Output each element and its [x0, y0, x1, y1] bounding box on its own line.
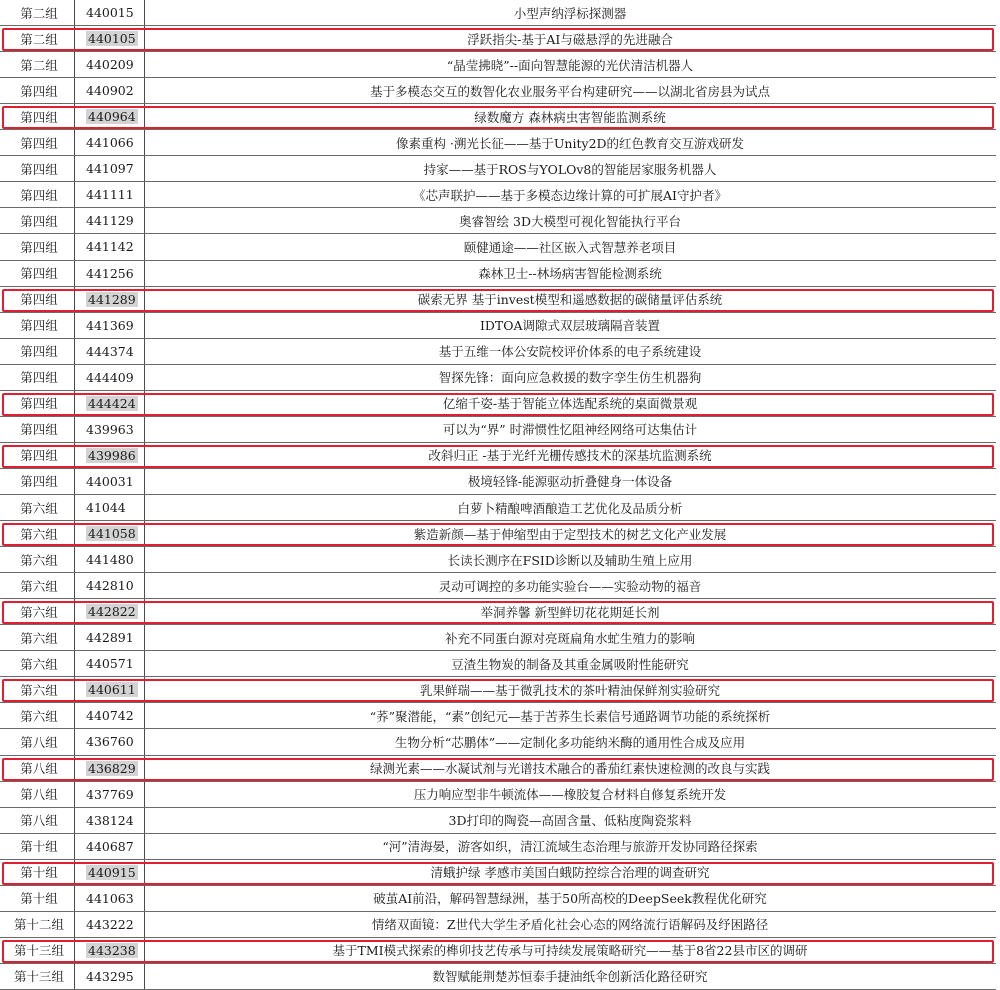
table-row [0, 677, 996, 703]
column-divider [74, 156, 75, 181]
id-cell [80, 703, 142, 728]
id-cell [80, 625, 142, 650]
id-cell [80, 651, 142, 676]
id-cell [80, 365, 142, 390]
column-divider [144, 130, 145, 155]
group-cell: 第六组 [20, 552, 58, 568]
column-divider [74, 521, 75, 546]
project-id: 441111 [86, 187, 134, 203]
title-cell: 持家——基于ROS与YOLOv8的智能居家服务机器人 [423, 161, 717, 177]
table-row [0, 886, 996, 912]
title-cell: 基于五维一体公安院校评价体系的电子系统建设 [438, 344, 702, 360]
column-divider [74, 938, 75, 963]
title-cell: 智探先锋：面向应急救援的数字孪生仿生机器狗 [438, 370, 702, 386]
project-id: 441369 [86, 317, 134, 333]
group-cell: 第六组 [20, 578, 58, 594]
project-id: 441058 [88, 526, 136, 542]
title-cell: 小型声纳浮标探测器 [513, 5, 627, 21]
table-row [0, 938, 996, 964]
column-divider [74, 443, 75, 468]
group-cell: 第四组 [20, 474, 58, 490]
group-cell: 第四组 [20, 292, 58, 308]
group-cell: 第六组 [20, 682, 58, 698]
column-divider [144, 26, 145, 51]
table-row [0, 495, 996, 521]
column-divider [144, 756, 145, 781]
title-cell: 补充不同蛋白源对亮斑扁角水虻生殖力的影响 [444, 630, 695, 646]
column-divider [144, 964, 145, 989]
table-row [0, 287, 996, 313]
project-id: 440902 [86, 83, 134, 99]
project-id: 41044 [86, 500, 126, 516]
column-divider [144, 625, 145, 650]
project-id: 442822 [88, 604, 136, 620]
table-row [0, 964, 996, 990]
title-cell: 极境轻锋-能源驱动折叠健身一体设备 [467, 474, 673, 490]
id-cell [80, 156, 142, 181]
title-cell: 基于多模态交互的数智化农业服务平台构建研究——以湖北省房县为试点 [369, 83, 770, 99]
column-divider [74, 26, 75, 51]
project-id: 440964 [88, 109, 136, 125]
column-divider [74, 964, 75, 989]
column-divider [74, 573, 75, 598]
table-row [0, 391, 996, 417]
table-row [0, 156, 996, 182]
table-row [0, 208, 996, 234]
id-cell [80, 469, 142, 494]
title-cell: 灵动可调控的多功能实验台——实验动物的福音 [438, 578, 702, 594]
column-divider [144, 495, 145, 520]
column-divider [74, 130, 75, 155]
table-row [0, 521, 996, 547]
id-cell [80, 208, 142, 233]
table-row [0, 547, 996, 573]
project-id: 441480 [86, 552, 134, 568]
group-cell: 第六组 [20, 526, 58, 542]
title-cell: 长读长测序在FSID诊断以及辅助生殖上应用 [447, 552, 693, 568]
id-cell [80, 912, 142, 937]
group-cell: 第四组 [20, 448, 58, 464]
group-cell: 第十二组 [13, 917, 64, 933]
group-cell: 第四组 [20, 83, 58, 99]
column-divider [144, 573, 145, 598]
group-cell: 第四组 [20, 187, 58, 203]
column-divider [144, 287, 145, 312]
id-cell [80, 756, 142, 781]
id-cell [80, 130, 142, 155]
title-cell: 颐健通途——社区嵌入式智慧养老项目 [463, 239, 677, 255]
project-id: 440915 [88, 864, 136, 880]
project-id: 440742 [86, 708, 134, 724]
table-row [0, 573, 996, 599]
id-cell [80, 834, 142, 859]
id-cell [80, 964, 142, 989]
column-divider [74, 339, 75, 364]
column-divider [144, 52, 145, 77]
project-id: 440031 [86, 473, 134, 489]
column-divider [144, 808, 145, 833]
project-id: 439986 [88, 447, 136, 463]
group-cell: 第四组 [20, 344, 58, 360]
project-id: 439963 [86, 421, 134, 437]
column-divider [74, 365, 75, 390]
title-cell: 破茧AI前沿，解码智慧绿洲，基于50所高校的DeepSeek教程优化研究 [373, 891, 767, 907]
column-divider [144, 860, 145, 885]
project-id: 441066 [86, 135, 134, 151]
table-row [0, 365, 996, 391]
column-divider [144, 156, 145, 181]
column-divider [144, 339, 145, 364]
column-divider [74, 261, 75, 286]
id-cell [80, 808, 142, 833]
project-id: 443295 [86, 968, 134, 984]
column-divider [74, 834, 75, 859]
id-cell [80, 78, 142, 103]
title-cell: 数智赋能荆楚苏恒泰手捷油纸伞创新活化路径研究 [432, 969, 708, 985]
column-divider [144, 391, 145, 416]
table-row [0, 860, 996, 886]
id-cell [80, 0, 142, 25]
group-cell: 第四组 [20, 135, 58, 151]
project-id: 440105 [88, 31, 136, 47]
group-cell: 第四组 [20, 239, 58, 255]
column-divider [144, 651, 145, 676]
column-divider [74, 417, 75, 442]
id-cell [80, 182, 142, 207]
id-cell [80, 599, 142, 624]
group-cell: 第四组 [20, 318, 58, 334]
group-cell: 第二组 [20, 5, 58, 21]
table-row [0, 52, 996, 78]
column-divider [144, 834, 145, 859]
project-id: 436829 [88, 760, 136, 776]
project-id: 444424 [88, 395, 136, 411]
column-divider [144, 78, 145, 103]
column-divider [144, 677, 145, 702]
project-id: 441129 [86, 213, 134, 229]
project-id: 442891 [86, 630, 134, 646]
id-cell [80, 391, 142, 416]
title-cell: 亿缩千姿-基于智能立体选配系统的桌面微景观 [442, 396, 698, 412]
table-row [0, 651, 996, 677]
column-divider [74, 104, 75, 129]
project-id: 440687 [86, 838, 134, 854]
column-divider [144, 365, 145, 390]
id-cell [80, 313, 142, 338]
title-cell: 白萝卜精酿啤酒酿造工艺优化及品质分析 [457, 500, 683, 516]
project-id: 441256 [86, 265, 134, 281]
column-divider [74, 182, 75, 207]
title-cell: 压力响应型非牛顿流体——橡胶复合材料自修复系统开发 [413, 787, 727, 803]
table-row [0, 78, 996, 104]
title-cell: “河”清海晏，游客如织，清江流域生态治理与旅游开发协同路径探索 [382, 839, 758, 855]
title-cell: 清蛾护绿 孝感市美国白蛾防控综合治理的调查研究 [430, 865, 710, 881]
id-cell [80, 26, 142, 51]
group-cell: 第六组 [20, 604, 58, 620]
project-id: 440015 [86, 5, 134, 21]
group-cell: 第十三组 [13, 969, 64, 985]
id-cell [80, 287, 142, 312]
column-divider [144, 417, 145, 442]
table-row [0, 417, 996, 443]
group-cell: 第四组 [20, 213, 58, 229]
project-id: 441289 [88, 291, 136, 307]
group-cell: 第四组 [20, 396, 58, 412]
group-cell: 第四组 [20, 370, 58, 386]
project-id: 444409 [86, 369, 134, 385]
column-divider [144, 782, 145, 807]
column-divider [74, 756, 75, 781]
id-cell [80, 782, 142, 807]
column-divider [74, 495, 75, 520]
title-cell: 乳果鲜瑞——基于微乳技术的茶叶精油保鲜剂实验研究 [419, 682, 720, 698]
project-id: 438124 [86, 812, 134, 828]
column-divider [74, 208, 75, 233]
project-id: 437769 [86, 786, 134, 802]
group-cell: 第二组 [20, 57, 58, 73]
group-cell: 第八组 [20, 761, 58, 777]
column-divider [74, 234, 75, 259]
title-cell: 基于TMI模式探索的榫卯技艺传承与可持续发展策略研究——基于8省22县市区的调研 [332, 943, 808, 959]
project-id: 444374 [86, 343, 134, 359]
group-cell: 第四组 [20, 109, 58, 125]
title-cell: 豆渣生物炭的制备及其重金属吸附性能研究 [451, 656, 689, 672]
id-cell [80, 261, 142, 286]
column-divider [144, 547, 145, 572]
id-cell [80, 339, 142, 364]
column-divider [144, 729, 145, 754]
group-cell: 第八组 [20, 787, 58, 803]
id-cell [80, 417, 142, 442]
table-row [0, 313, 996, 339]
project-id: 440611 [88, 682, 136, 698]
column-divider [144, 261, 145, 286]
table-row [0, 912, 996, 938]
title-cell: “晶莹拂晓”--面向智慧能源的光伏清洁机器人 [446, 57, 694, 73]
column-divider [144, 234, 145, 259]
id-cell [80, 521, 142, 546]
column-divider [144, 104, 145, 129]
column-divider [144, 886, 145, 911]
project-id: 436760 [86, 734, 134, 750]
table-row [0, 443, 996, 469]
table-row [0, 729, 996, 755]
title-cell: 像素重构 ·溯光长征——基于Unity2D的红色教育交互游戏研发 [395, 135, 745, 151]
project-id: 442810 [86, 578, 134, 594]
table-row [0, 703, 996, 729]
group-cell: 第八组 [20, 813, 58, 829]
column-divider [74, 52, 75, 77]
column-divider [74, 912, 75, 937]
column-divider [74, 547, 75, 572]
column-divider [74, 886, 75, 911]
title-cell: “荞”聚潜能，“素”创纪元—基于苦荞生长素信号通路调节功能的系统探析 [369, 708, 771, 724]
id-cell [80, 495, 142, 520]
project-id: 440209 [86, 57, 134, 73]
group-cell: 第八组 [20, 734, 58, 750]
title-cell: 可以为“界” 时滞惯性忆阻神经网络可达集估计 [442, 422, 698, 438]
id-cell [80, 860, 142, 885]
table-row [0, 339, 996, 365]
id-cell [80, 104, 142, 129]
table-row [0, 625, 996, 651]
column-divider [74, 625, 75, 650]
column-divider [74, 808, 75, 833]
column-divider [74, 287, 75, 312]
table-row [0, 26, 996, 52]
group-cell: 第四组 [20, 161, 58, 177]
table-row [0, 834, 996, 860]
title-cell: 紫造新颜—基于伸缩型由于定型技术的树艺文化产业发展 [413, 526, 727, 542]
table-row [0, 756, 996, 782]
table-row [0, 104, 996, 130]
group-cell: 第十组 [20, 839, 58, 855]
group-cell: 第四组 [20, 422, 58, 438]
group-cell: 第四组 [20, 266, 58, 282]
id-cell [80, 443, 142, 468]
column-divider [144, 208, 145, 233]
group-cell: 第十三组 [13, 943, 64, 959]
table-row [0, 469, 996, 495]
table-row [0, 261, 996, 287]
title-cell: 改斜归正 -基于光纤光栅传感技术的深基坑监测系统 [428, 448, 712, 464]
group-cell: 第二组 [20, 31, 58, 47]
table-row [0, 0, 996, 26]
project-id: 441063 [86, 890, 134, 906]
column-divider [144, 313, 145, 338]
project-id: 441097 [86, 161, 134, 177]
column-divider [74, 0, 75, 25]
title-cell: 举洞养馨 新型鲜切花花期延长剂 [480, 604, 660, 620]
column-divider [144, 443, 145, 468]
title-cell: 森林卫士--林场病害智能检测系统 [478, 266, 662, 282]
group-cell: 第六组 [20, 656, 58, 672]
id-cell [80, 886, 142, 911]
column-divider [74, 703, 75, 728]
column-divider [74, 313, 75, 338]
group-cell: 第六组 [20, 500, 58, 516]
column-divider [144, 0, 145, 25]
id-cell [80, 938, 142, 963]
title-cell: 3D打印的陶瓷—高固含量、低粘度陶瓷浆料 [448, 813, 692, 829]
column-divider [74, 78, 75, 103]
column-divider [74, 782, 75, 807]
id-cell [80, 573, 142, 598]
group-cell: 第十组 [20, 865, 58, 881]
table-row [0, 599, 996, 625]
column-divider [144, 912, 145, 937]
group-cell: 第十组 [20, 891, 58, 907]
column-divider [74, 469, 75, 494]
project-id: 443238 [88, 942, 136, 958]
id-cell [80, 677, 142, 702]
project-id: 443222 [86, 916, 134, 932]
table-row [0, 234, 996, 260]
title-cell: 生物分析“芯鹏体”——定制化多功能纳米酶的通用性合成及应用 [394, 734, 746, 750]
column-divider [144, 521, 145, 546]
table-row [0, 782, 996, 808]
id-cell [80, 52, 142, 77]
title-cell: 奥睿智绘 3D大模型可视化智能执行平台 [459, 213, 681, 229]
title-cell: IDTOA调隙式双层玻璃隔音装置 [479, 318, 661, 334]
id-cell [80, 234, 142, 259]
id-cell [80, 547, 142, 572]
group-cell: 第六组 [20, 708, 58, 724]
title-cell: 情绪双面镜：Z世代大学生矛盾化社会心态的网络流行语解码及纾困路径 [371, 917, 769, 933]
group-cell: 第六组 [20, 630, 58, 646]
table-row [0, 182, 996, 208]
project-id: 441142 [86, 239, 134, 255]
column-divider [74, 677, 75, 702]
column-divider [144, 469, 145, 494]
column-divider [144, 703, 145, 728]
column-divider [74, 391, 75, 416]
column-divider [144, 938, 145, 963]
table-row [0, 808, 996, 834]
column-divider [74, 599, 75, 624]
project-id: 440571 [86, 656, 134, 672]
column-divider [144, 599, 145, 624]
column-divider [74, 860, 75, 885]
column-divider [74, 651, 75, 676]
title-cell: 《芯声联护——基于多模态边缘计算的可扩展AI守护者》 [413, 187, 727, 203]
id-cell [80, 729, 142, 754]
title-cell: 浮跃指尖-基于AI与磁悬浮的先进融合 [467, 31, 673, 47]
column-divider [74, 729, 75, 754]
title-cell: 绿测光素——水凝试剂与光谱技术融合的番茄红素快速检测的改良与实践 [369, 761, 770, 777]
title-cell: 绿数魔方 森林病虫害智能监测系统 [474, 109, 666, 125]
column-divider [144, 182, 145, 207]
table-row [0, 130, 996, 156]
title-cell: 碳索无界 基于invest模型和遥感数据的碳储量评估系统 [417, 292, 723, 308]
